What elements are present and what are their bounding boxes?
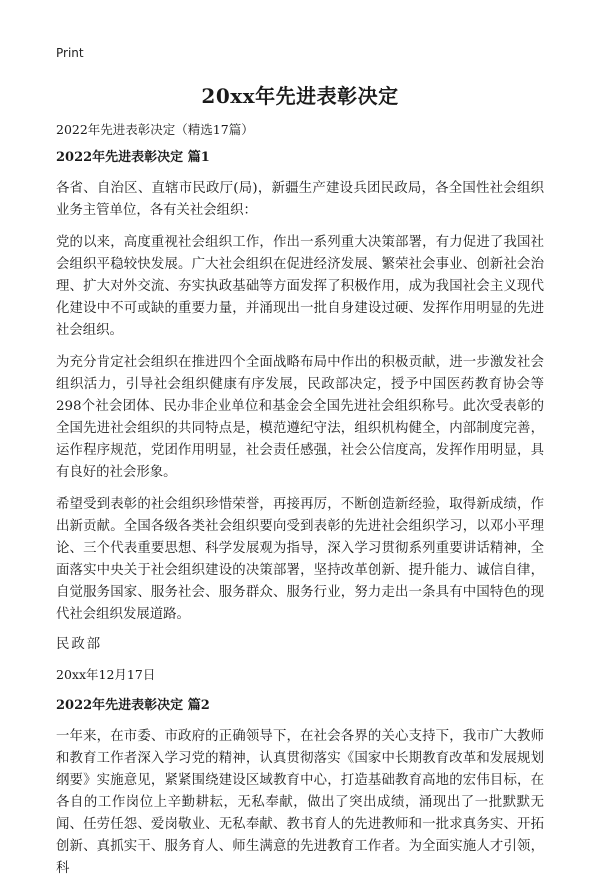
section-heading-1: 2022年先进表彰决定 篇1: [56, 150, 210, 165]
document-body: [56, 148, 544, 890]
print-link[interactable]: Print: [56, 46, 84, 60]
paragraph: 希望受到表彰的社会组织珍惜荣誉，再接再厉，不断创造新经验，取得新成绩，作出新贡献。全国各级各类社会组织要向受到表彰的先进社会组织学习，以邓小平理论、三个代表重要思想、科学发展观为指导，深入学习贯彻系列重要讲话精神，全面落实中央关于社会组织建设的决策部署，坚持改革创新、提升能力、诚信自律，自觉服务国家、服务社会、服务群众、服务行业，努力走出一条具有中国特色的现代社会组织发展道路。: [56, 497, 544, 622]
page-title: 20xx年先进表彰决定: [201, 84, 399, 108]
paragraph: 为充分肯定社会组织在推进四个全面战略布局中作出的积极贡献，进一步激发社会组织活力，引导社会组织健康有序发展，民政部决定，授予中国医药教育协会等298个社会团体、民办非企业单位和基金会全国先进社会组织称号。此次受表彰的全国先进社会组织的共同特点是，模范遵纪守法，组织机构健全，内部制度完善，运作程序规范，党团作用明显，社会责任感强，社会公信度高，发挥作用明显，具有良好的社会形象。: [56, 355, 544, 480]
paragraph: 一年来，在市委、市政府的正确领导下，在社会各界的关心支持下，我市广大教师和教育工作者深入学习党的精神，认真贯彻落实《国家中长期教育改革和发展规划纲要》实施意见，紧紧围绕建设区域教育中心，打造基础教育高地的宏伟目标，在各自的工作岗位上辛勤耕耘，无私奉献，做出了突出成绩，涌现出了一批默默无闻、任劳任怨、爱岗敬业、无私奉献、教书育人的先进教师和一批求真务实、开拓创新、真抓实干、服务育人、师生满意的先进教育工作者。为全面实施人才引领，科: [56, 729, 544, 876]
document-subtitle: 2022年先进表彰决定（精选17篇）: [56, 122, 254, 137]
paragraph: 党的以来，高度重视社会组织工作，作出一系列重大决策部署，有力促进了我国社会组织平稳较快发展。广大社会组织在促进经济发展、繁荣社会事业、创新社会治理、扩大对外交流、夯实执政基础等方面发挥了积极作用，成为我国社会主义现代化建设中不可或缺的重要力量，并涌现出一批自身建设过硬、发挥作用明显的先进社会组织。: [56, 235, 544, 338]
document-date: 20xx年12月17日: [56, 667, 156, 682]
signature: 民政部: [56, 637, 103, 652]
section-heading-2: 2022年先进表彰决定 篇2: [56, 698, 210, 713]
paragraph: 各省、自治区、直辖市民政厅(局)，新疆生产建设兵团民政局，各全国性社会组织业务主管单位，各有关社会组织：: [56, 181, 544, 218]
